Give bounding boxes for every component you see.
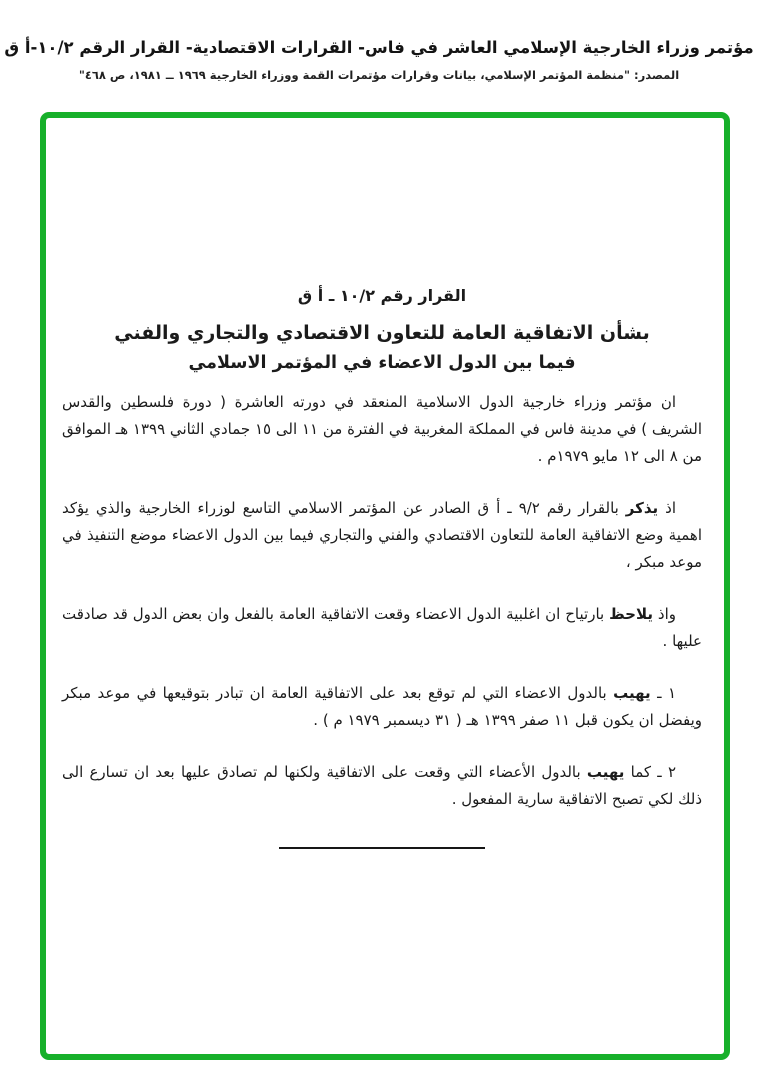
document-frame [40, 112, 730, 1060]
body-paragraph [62, 389, 702, 470]
paragraph-text: واذ [653, 605, 677, 623]
emphasized-word: يهيب [586, 763, 625, 781]
emphasized-word: يلاحظ [609, 605, 654, 623]
paragraph-text: بالدول الاعضاء التي لم توقع بعد على الاتفاقية العامة ان تبادر بتوقيعها في موعد مبكر ويفضل ان يكون قبل ١١ صفر ١٣٩٩ هـ ( ٣١ ديسمبر ١٩٧٩ م ) . [62, 684, 702, 729]
document-source-line: المصدر: "منظمة المؤتمر الإسلامي، بيانات وقرارات مؤتمرات القمة ووزراء الخارجية ١٩٦٩ ــ ١٩٨١، ص ٤٦٨" [78, 68, 680, 82]
emphasized-word: يذكر [625, 499, 659, 517]
resolution-paragraphs [62, 389, 702, 813]
paragraph-text: ٢ ـ كما [624, 763, 676, 781]
paragraph-text: بالدول الأعضاء التي وقعت على الاتفاقية ولكنها لم تصادق عليها بعد ان تسارع الى ذلك لكي تصبح الاتفاقية سارية المفعول . [62, 763, 702, 808]
resolution-title-line2: فيما بين الدول الاعضاء في المؤتمر الاسلامي [188, 353, 576, 373]
document-body [46, 118, 724, 849]
paragraph-text: بالقرار رقم ٩/٢ ـ أ ق الصادر عن المؤتمر الاسلامي التاسع لوزراء الخارجية والذي يؤكد اهمية وضع الاتفاقية العامة للتعاون الاقتصادي والفني والتجاري فيما بين الدول الاعضاء موضع التنفيذ في موعد مبكر ، [62, 499, 702, 571]
paragraph-text: اذ [658, 499, 676, 517]
document-header-title: مؤتمر وزراء الخارجية الإسلامي العاشر في فاس- القرارات الاقتصادية- القرار الرقم ١٠/٢-أ ق [4, 38, 754, 57]
body-paragraph [62, 759, 702, 813]
resolution-number: القرار رقم ١٠/٢ ـ أ ق [297, 286, 467, 305]
resolution-title-line1: بشأن الاتفاقية العامة للتعاون الاقتصادي والتجاري والفني [114, 322, 650, 344]
body-paragraph [62, 495, 702, 576]
body-paragraph [62, 601, 702, 655]
paragraph-text: بارتياح ان اغلبية الدول الاعضاء وقعت الاتفاقية العامة بالفعل وان بعض الدول قد صادقت عليها . [62, 605, 702, 650]
paragraph-text: ان مؤتمر وزراء خارجية الدول الاسلامية المنعقد في دورته العاشرة ( دورة فلسطين والقدس الشريف ) في مدينة فاس في المملكة المغربية في الفترة من ١١ الى ١٥ جمادي الثاني ١٣٩٩ هـ الموافق من ٨ الى ١٢ مايو ١٩٧٩م . [62, 393, 702, 465]
emphasized-word: يهيب [613, 684, 651, 702]
end-separator [279, 847, 485, 849]
paragraph-text: ١ ـ [650, 684, 676, 702]
body-paragraph [62, 680, 702, 734]
